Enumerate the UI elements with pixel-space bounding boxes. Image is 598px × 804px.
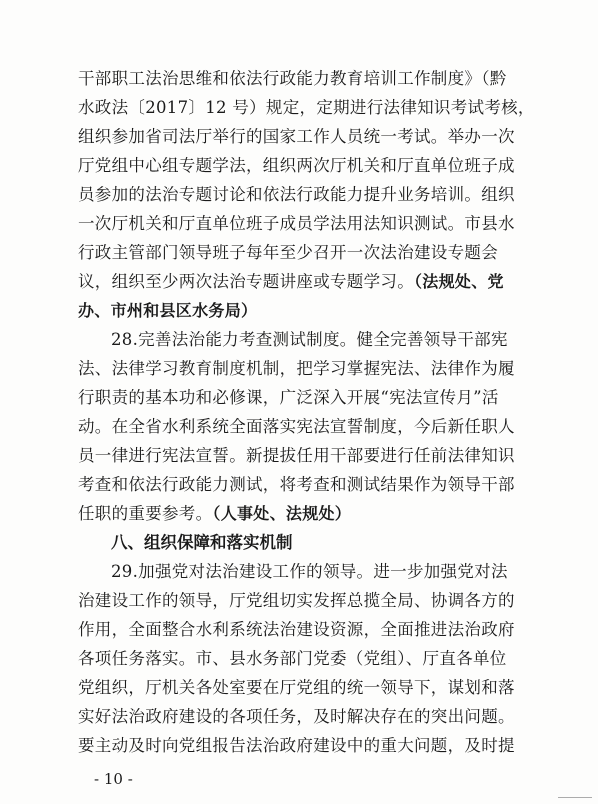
para29-line-6: 实好法治政府建设的各项任务，及时解决存在的突出问题。 (78, 707, 515, 726)
para29-line-7: 要主动及时向党组报告法治政府建设中的重大问题，及时提 (78, 736, 515, 755)
text-line-1: 干部职工法治思维和依法行政能力教育培训工作制度》（黔 (78, 69, 507, 88)
para29-line-5: 党组织，厅机关各处室要在厅党组的统一领导下，谋划和落 (78, 678, 515, 697)
text-line-8 (78, 266, 518, 297)
para28-line-7 (78, 498, 518, 529)
responsible-units-1-cont: 办、市州和县区水务局） (78, 301, 258, 320)
text-line-3: 组织参加省司法厅举行的国家工作人员统一考试。举办一次 (78, 127, 515, 146)
para29-line-1: 29.加强党对法治建设工作的领导。进一步加强党对法 (111, 562, 508, 581)
para28-line-2: 法、法律学习教育制度机制，把学习掌握宪法、法律作为履 (78, 359, 515, 378)
para28-line-3: 行职责的基本功和必修课，广泛深入开展“宪法宣传月”活 (78, 388, 499, 407)
responsible-units-1: （法规处、党 (414, 272, 504, 291)
responsible-units-2: （人事处、法规处） (212, 504, 352, 523)
text-line-5: 员参加的法治专题讨论和依法行政能力提升业务培训。组织 (78, 185, 515, 204)
text-line-6: 一次厅机关和厅直单位班子成员学法用法知识测试。市县水 (78, 214, 515, 233)
text-line-7: 行政主管部门领导班子每年至少召开一次法治建设专题会 (78, 243, 498, 262)
section-heading: 八、组织保障和落实机制 (111, 533, 293, 552)
para28-line-4: 动。在全省水利系统全面落实宪法宣誓制度，今后新任职人 (78, 417, 515, 436)
text-line-4: 厅党组中心组专题学法，组织两次厅机关和厅直单位班子成 (78, 156, 515, 175)
para29-line-2: 治建设工作的领导，厅党组切实发挥总揽全局、协调各方的 (78, 591, 515, 610)
para29-line-4: 各项任务落实。市、县水务部门党委（党组）、厅直各单位 (78, 649, 507, 668)
page-number: - 10 - (94, 770, 133, 788)
para28-line-6: 考查和依法行政能力测试，将考查和测试结果作为领导干部 (78, 475, 515, 494)
text-line-8-main: 议，组织至少两次法治专题讲座或专题学习。 (78, 272, 414, 291)
scan-mark (558, 797, 592, 804)
para28-line-1: 28.完善法治能力考查测试制度。健全完善领导干部宪 (111, 330, 508, 349)
text-line-2: 水政法〔2017〕12 号）规定，定期进行法律知识考试考核， (78, 98, 535, 117)
para29-line-3: 作用，全面整合水利系统法治建设资源，全面推进法治政府 (78, 620, 515, 639)
para28-line-7-main: 任职的重要参考。 (78, 504, 213, 523)
para28-line-5: 员一律进行宪法宣誓。新提拔任用干部要进行任前法律知识 (78, 446, 515, 465)
